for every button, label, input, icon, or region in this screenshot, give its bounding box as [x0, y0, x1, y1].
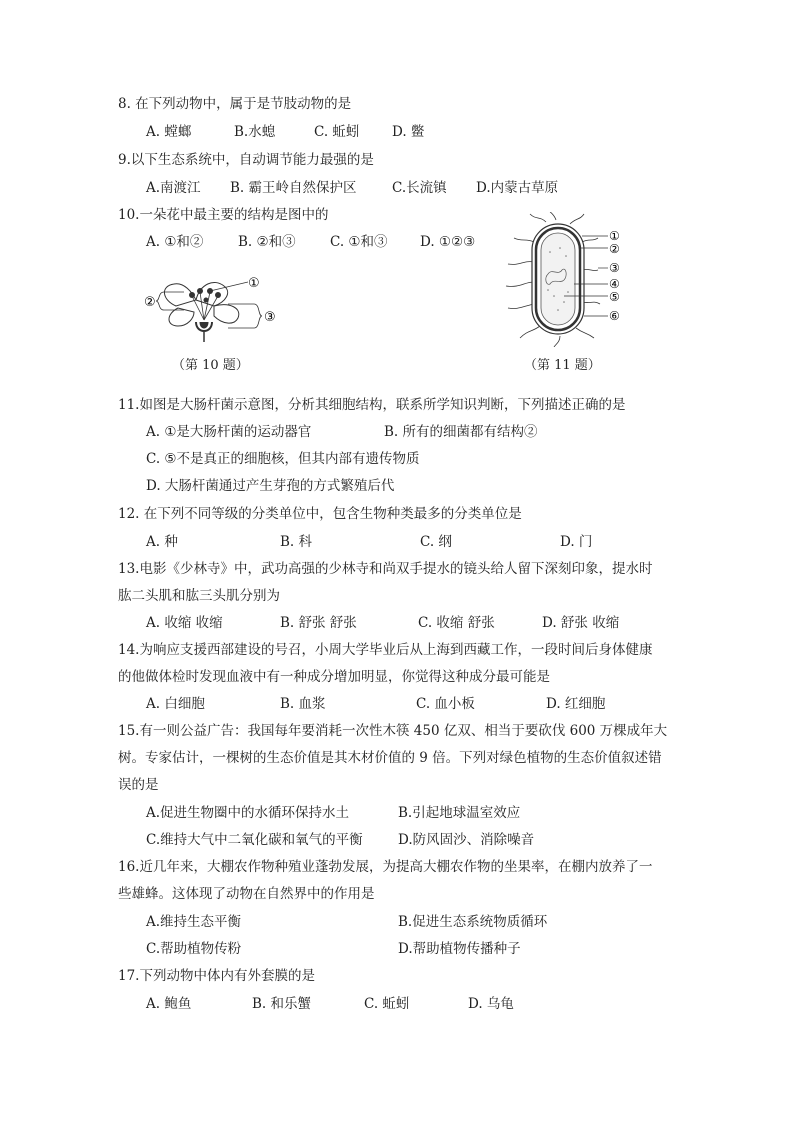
- option-d: D. 鳖: [392, 124, 425, 140]
- question-15-stem-line3: 误的是: [118, 777, 159, 793]
- flower-label-1: ①: [248, 276, 260, 291]
- option-d: D. ①②③: [420, 234, 476, 250]
- option-b: B.引起地球温室效应: [398, 805, 521, 821]
- flower-label-3: ③: [264, 310, 276, 325]
- option-b: B.水螅: [234, 124, 276, 140]
- option-d: D. 红细胞: [546, 696, 606, 712]
- option-a: A. 鲍鱼: [146, 996, 192, 1012]
- option-a: A. 种: [146, 534, 178, 550]
- option-d: D.内蒙古草原: [476, 180, 559, 196]
- option-c: C. 蚯蚓: [314, 124, 360, 140]
- flower-label-2: ②: [144, 295, 156, 310]
- question-11-stem: 11.如图是大肠杆菌示意图，分析其细胞结构，联系所学知识判断，下列描述正确的是: [118, 397, 626, 413]
- option-c: C. 血小板: [416, 696, 475, 712]
- question-14-stem-line1: 14.为响应支援西部建设的号召，小周大学毕业后从上海到西藏工作，一段时间后身体健康: [118, 642, 653, 658]
- bacterium-label-1: ①: [609, 229, 620, 243]
- question-15-stem-line2: 树。专家估计，一棵树的生态价值是其木材价值的 9 倍。下列对绿色植物的生态价值叙述错: [118, 750, 662, 766]
- question-13-stem-line1: 13.电影《少林寺》中，武功高强的少林寺和尚双手提水的镜头给人留下深刻印象，提水时: [118, 561, 653, 577]
- option-a: A.南渡江: [146, 180, 201, 196]
- option-d: D. 舒张 收缩: [542, 615, 620, 631]
- bacterium-label-6: ⑥: [609, 309, 620, 323]
- option-c: C. 收缩 舒张: [418, 615, 495, 631]
- option-b: B. 血浆: [280, 696, 326, 712]
- question-17-stem: 17.下列动物中体内有外套膜的是: [118, 968, 315, 984]
- figure-10-caption: （第 10 题）: [172, 358, 249, 373]
- option-a: A. 收缩 收缩: [146, 615, 223, 631]
- option-a: A.维持生态平衡: [146, 914, 242, 930]
- option-c: C. 纲: [420, 534, 452, 550]
- option-d: D. 乌龟: [468, 996, 514, 1012]
- option-b: B. 霸王岭自然保护区: [230, 180, 357, 196]
- option-c: C.帮助植物传粉: [146, 941, 242, 957]
- option-b: B. 和乐蟹: [252, 996, 312, 1012]
- bacterium-label-4: ④: [609, 277, 620, 291]
- option-b: B. 科: [280, 534, 313, 550]
- question-16-stem-line1: 16.近几年来，大棚农作物种殖业蓬勃发展，为提高大棚农作物的坐果率，在棚内放养了一: [118, 859, 653, 875]
- option-b: B. 所有的细菌都有结构②: [384, 424, 538, 440]
- e-coli-diagram: [500, 212, 630, 347]
- option-c: C. 蚯蚓: [364, 996, 410, 1012]
- bacterium-label-2: ②: [609, 242, 620, 256]
- option-d: D.防风固沙、消除噪音: [398, 832, 535, 848]
- option-a: A. ①是大肠杆菌的运动器官: [146, 424, 312, 440]
- figure-11-caption: （第 11 题）: [524, 358, 601, 373]
- question-10-stem: 10.一朵花中最主要的结构是图中的: [118, 207, 329, 223]
- option-c: C. ①和③: [330, 234, 388, 250]
- question-9-stem: 9.以下生态系统中，自动调节能力最强的是: [118, 152, 374, 168]
- option-b: B. 舒张 舒张: [280, 615, 357, 631]
- option-d: D. 大肠杆菌通过产生芽孢的方式繁殖后代: [146, 478, 395, 494]
- option-a: A. 白细胞: [146, 696, 205, 712]
- option-c: C. ⑤不是真正的细胞核，但其内部有遗传物质: [146, 451, 420, 467]
- flower-diagram: [144, 270, 284, 342]
- question-8-stem: 8. 在下列动物中，属于是节肢动物的是: [118, 96, 352, 112]
- option-d: D. 门: [560, 534, 593, 550]
- question-16-stem-line2: 些雄蜂。这体现了动物在自然界中的作用是: [118, 886, 375, 902]
- question-12-stem: 12. 在下列不同等级的分类单位中，包含生物种类最多的分类单位是: [118, 506, 522, 522]
- option-c: C.长流镇: [392, 180, 447, 196]
- option-a: A.促进生物圈中的水循环保持水土: [146, 805, 350, 821]
- option-b: B. ②和③: [238, 234, 296, 250]
- option-a: A. ①和②: [146, 234, 204, 250]
- bacterium-label-3: ③: [609, 261, 620, 275]
- option-b: B.促进生态系统物质循环: [398, 914, 548, 930]
- option-c: C.维持大气中二氧化碳和氧气的平衡: [146, 832, 363, 848]
- question-13-stem-line2: 肱二头肌和肱三头肌分别为: [118, 588, 280, 604]
- question-14-stem-line2: 的他做体检时发现血液中有一种成分增加明显，你觉得这种成分最可能是: [118, 669, 550, 685]
- option-a: A. 螳螂: [146, 124, 192, 140]
- bacterium-label-5: ⑤: [609, 290, 620, 304]
- option-d: D.帮助植物传播种子: [398, 941, 521, 957]
- question-15-stem-line1: 15.有一则公益广告：我国每年要消耗一次性木筷 450 亿双、相当于要砍伐 600 万棵成年大: [118, 723, 668, 739]
